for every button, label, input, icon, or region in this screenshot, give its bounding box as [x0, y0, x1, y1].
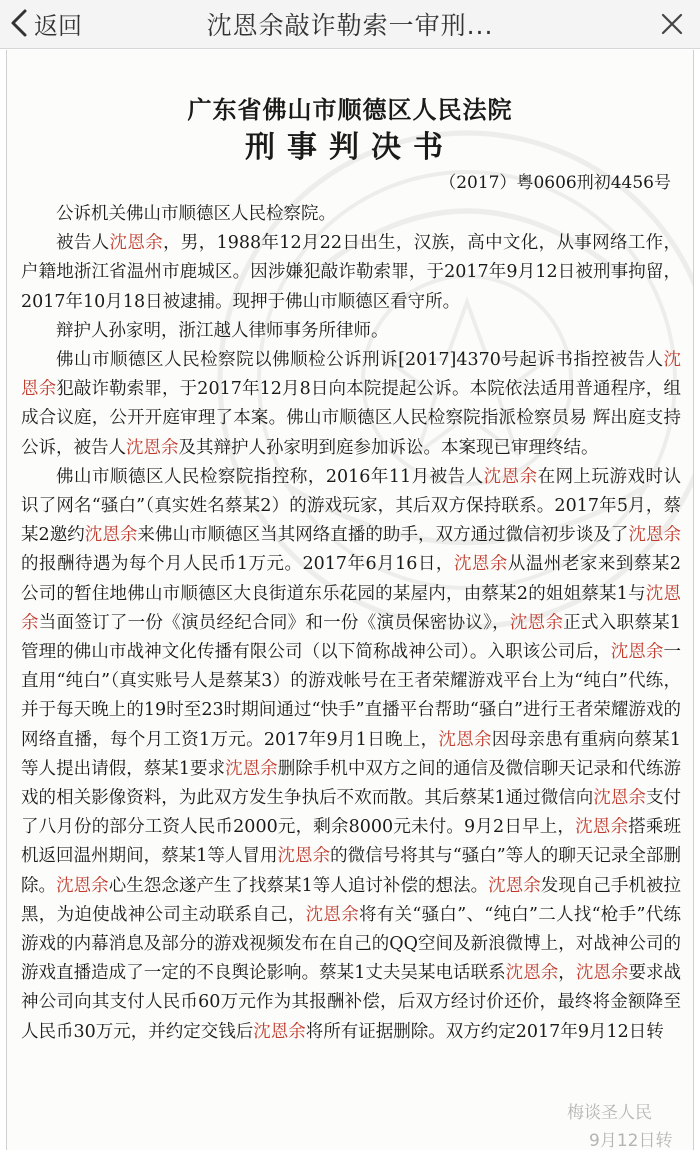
paragraph-text: 犯敲诈勒索罪，于2017年12月8日向本院提起公诉。本院依法适用普通程序，组成合议庭，公开开庭审理了本案。佛山市顺德区人民检察院指派检察员易 辉出庭支持公诉，被告人: [21, 379, 682, 458]
paragraph-text: 的报酬待遇为每个月人民币1万元。2017年6月16日，: [21, 554, 454, 575]
paragraph-text: 佛山市顺德区人民检察院以佛顺检公诉刑诉[2017]4370号起诉书指控被告人: [56, 350, 664, 371]
paragraph-text: 心生怨念遂产生了找蔡某1等人追讨补偿的想法。: [108, 875, 489, 896]
defendant-name: 沈恩余: [84, 525, 138, 546]
paragraph-text: 一直用“纯白”（真实账号人是蔡某3）的游戏帐号在王者荣耀游戏平台上为“纯白”代练，并于每天晚上的19时至23时期间通过“快手”直播平台帮助“骚白”进行王者荣耀游戏的网络直播，每个月工资1万元。2017年9月1日晚上，: [21, 642, 682, 750]
chevron-left-icon: [8, 8, 30, 38]
defendant-name: 沈恩余: [509, 612, 564, 633]
defendant-name: 沈恩余: [21, 350, 681, 400]
paragraph-text: 公诉机关佛山市顺德区人民检察院。: [56, 204, 336, 224]
paragraph-text: 将所有证据删除。双方约定2017年9月12日转: [305, 1021, 664, 1042]
defendant-name: 沈恩余: [575, 963, 629, 984]
paragraph-text: 来佛山市顺德区当其网络直播的助手，双方通过微信初步谈及了: [137, 525, 629, 546]
defendant-name: 沈恩余: [505, 963, 559, 984]
case-number: （2017）粤0606刑初4456号: [439, 173, 671, 193]
paragraph-text: 被告人: [56, 233, 110, 254]
defendant-name: 沈恩余: [253, 1021, 306, 1042]
paragraph-text: 正式入职蔡某1管理的佛山市战神文化传播有限公司（以下简称战神公司）。入职该公司后，: [21, 612, 682, 663]
document-title: 刑事判决书: [245, 130, 455, 165]
defendant-name: 沈恩余: [305, 904, 360, 925]
paragraph: [21, 463, 681, 1047]
paragraph: [21, 317, 681, 346]
paragraph-text: 辩护人孙家明，浙江越人律师事务所律师。: [56, 320, 389, 341]
paragraph-text: 支付了八月份的部分工资人民币2000元，剩余8000元未付。9月2日早上，: [21, 788, 682, 838]
document-body: [21, 200, 681, 1047]
back-label: 返回: [34, 11, 82, 40]
watermark-date: 9月12日转: [589, 1131, 673, 1150]
defendant-name: 沈恩余: [225, 758, 278, 779]
paragraph-text: 的微信号将其与“骚白”等人的聊天记录全部删除。: [21, 846, 681, 896]
paragraph-text: 要求战神公司向其支付人民币60万元作为其报酬补偿，后双方经讨价还价，最终将金额降至人民币30万元，并约定交钱后: [21, 963, 682, 1042]
defendant-name: 沈恩余: [453, 554, 508, 575]
court-name: 广东省佛山市顺德区人民法院: [187, 95, 513, 124]
paragraph-text: 在网上玩游戏时认识了网名“骚白”（真实姓名蔡某2）的游戏玩家，其后双方保持联系。2017年5月，蔡某2邀约: [21, 466, 682, 546]
paragraph-text: 将有关“骚白”、“纯白”二人找“枪手”代练游戏的内幕消息及部分的游戏视频发布在自己的QQ空间及新浪微博上，对战神公司的游戏直播造成了一定的不良舆论影响。蔡某1丈夫吴某电话联系: [21, 904, 681, 984]
paragraph-text: 发现自己手机被拉黑，为迫使战神公司主动联系自己，: [21, 875, 682, 925]
defendant-name: 沈恩余: [628, 525, 682, 546]
watermark-text: 梅谈圣人民: [567, 1103, 652, 1123]
navigation-bar: [0, 0, 700, 49]
paragraph-text: 删除手机中双方之间的通信及微信聊天记录和代练游戏的相关影像资料，为此双方发生争执后不欢而散。其后蔡某1通过微信向: [21, 758, 682, 809]
defendant-name: 沈恩余: [488, 875, 541, 896]
paragraph-text: 因母亲患有重病向蔡某1等人提出请假，蔡某1要求: [21, 729, 682, 779]
defendant-name: 沈恩余: [575, 817, 629, 838]
defendant-name: 沈恩余: [21, 583, 682, 633]
paragraph-text: 当面签订了一份《演员经纪合同》和一份《演员保密协议》，: [38, 612, 510, 633]
defendant-name: 沈恩余: [126, 437, 179, 458]
paragraph: [21, 200, 681, 229]
close-icon[interactable]: [658, 10, 686, 38]
page-title: 沈恩余敲诈勒索一审刑...: [206, 11, 494, 40]
defendant-name: 沈恩余: [56, 875, 109, 896]
paragraph-text: 佛山市顺德区人民检察院指控称，2016年11月被告人: [56, 466, 484, 487]
paragraph-text: 及其辩护人孙家明到庭参加诉讼。本案现已审理终结。: [178, 437, 599, 458]
defendant-name: 沈恩余: [593, 788, 646, 809]
defendant-name: 沈恩余: [483, 466, 538, 487]
back-button[interactable]: [8, 6, 82, 40]
defendant-name: 沈恩余: [109, 233, 164, 254]
judgment-document: [6, 50, 694, 1150]
defendant-name: 沈恩余: [438, 729, 492, 750]
paragraph-text: 从温州老家来到蔡某2公司的暂住地佛山市顺德区大良街道东乐花园的某屋内，由蔡某2的姐姐蔡某1与: [21, 554, 681, 604]
paragraph-text: 搭乘班机返回温州期间，蔡某1等人冒用: [21, 817, 682, 867]
paragraph: [21, 229, 681, 317]
paragraph-text: ，: [558, 963, 576, 984]
defendant-name: 沈恩余: [277, 846, 331, 867]
defendant-name: 沈恩余: [610, 642, 664, 663]
paragraph-text: ，男，1988年12月22日出生，汉族，高中文化，从事网络工作，户籍地浙江省温州市鹿城区。因涉嫌犯敲诈勒索罪，于2017年9月12日被刑事拘留，2017年10月18日被逮捕。现押于佛山市顺德区看守所。: [21, 233, 682, 312]
paragraph: [21, 346, 681, 463]
